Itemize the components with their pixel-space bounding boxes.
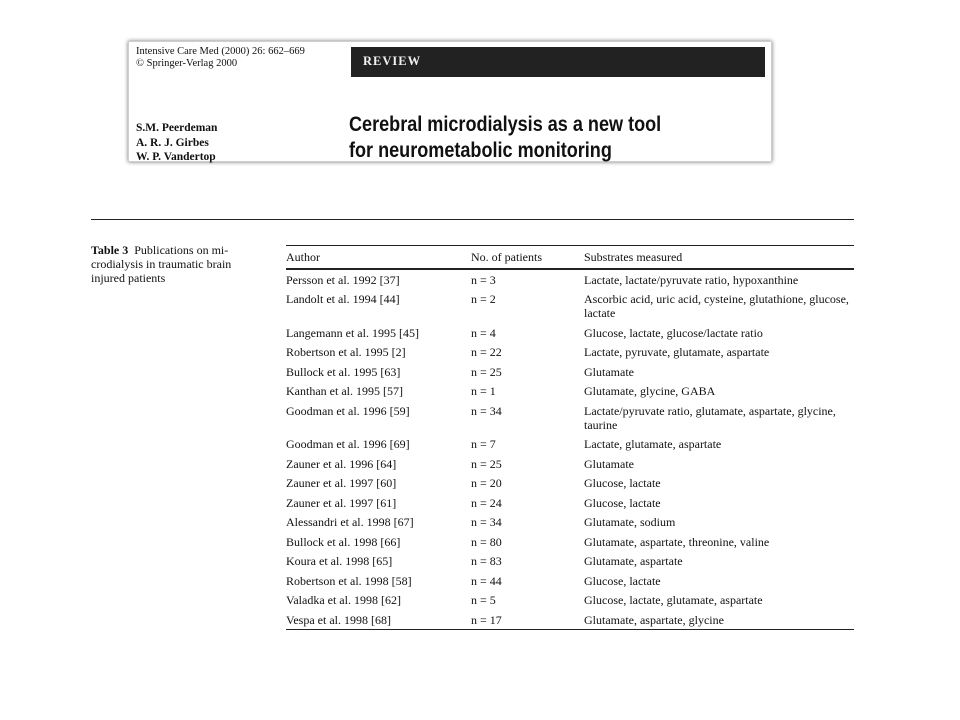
cell-patients: n = 34 — [471, 515, 502, 529]
journal-citation: Intensive Care Med (2000) 26: 662–669 — [136, 46, 305, 57]
cell-substrates: Glutamate — [584, 364, 634, 379]
table-header-row — [286, 246, 854, 268]
cell-patients: n = 25 — [471, 456, 502, 471]
cell-author: Zauner et al. 1997 [60] — [286, 476, 397, 490]
cell-substrates: Lactate/pyruvate ratio, glutamate, aspartate, glycine, taurine — [584, 403, 836, 432]
cell-patients: n = 80 — [471, 534, 502, 549]
section-banner — [351, 47, 765, 77]
table-bottom-rule — [286, 629, 854, 630]
cell-patients: n = 7 — [471, 437, 496, 451]
table-row — [286, 610, 854, 630]
cell-substrates: Glutamate, aspartate — [584, 554, 683, 568]
cell-author: Goodman et al. 1996 [69] — [286, 437, 410, 451]
author-name: W. P. Vandertop — [136, 151, 216, 163]
column-header-author: Author — [286, 250, 320, 264]
table-row — [286, 434, 854, 454]
cell-substrates: Lactate, glutamate, aspartate — [584, 437, 722, 451]
cell-patients: n = 1 — [471, 384, 496, 398]
article-header — [128, 41, 772, 162]
cell-author: Goodman et al. 1996 [59] — [286, 403, 410, 418]
table-row — [286, 532, 854, 552]
cell-patients: n = 24 — [471, 495, 502, 510]
cell-substrates: Glutamate — [584, 456, 634, 471]
cell-author: Zauner et al. 1996 [64] — [286, 456, 397, 471]
cell-patients: n = 3 — [471, 272, 496, 287]
cell-substrates: Glucose, lactate — [584, 573, 661, 588]
table-row — [286, 454, 854, 474]
cell-patients: n = 2 — [471, 292, 496, 306]
cell-author: Landolt et al. 1994 [44] — [286, 292, 400, 306]
table-row — [286, 473, 854, 493]
cell-author: Koura et al. 1998 [65] — [286, 554, 393, 568]
table-row — [286, 590, 854, 610]
table-row — [286, 362, 854, 382]
table-caption-text: Publications on mi-crodialysis in traumatic brain injured patients — [91, 243, 232, 285]
table-row — [286, 381, 854, 401]
author-name: A. R. J. Girbes — [136, 136, 209, 149]
cell-substrates: Glucose, lactate — [584, 476, 661, 490]
author-name: S.M. Peerdeman — [136, 122, 218, 134]
cell-patients: n = 17 — [471, 612, 502, 627]
cell-substrates: Glutamate, aspartate, threonine, valine — [584, 534, 770, 549]
cell-patients: n = 20 — [471, 476, 502, 490]
cell-substrates: Glutamate, sodium — [584, 515, 676, 529]
table-row — [286, 401, 854, 435]
cell-substrates: Glucose, lactate, glutamate, aspartate — [584, 593, 763, 607]
cell-author: Bullock et al. 1998 [66] — [286, 534, 401, 549]
title-line: for neurometabolic monitoring — [349, 139, 612, 162]
cell-substrates: Glucose, lactate — [584, 495, 661, 510]
publications-table — [286, 245, 854, 630]
cell-author: Langemann et al. 1995 [45] — [286, 325, 419, 340]
table-row — [286, 493, 854, 513]
title-line: Cerebral microdialysis as a new tool — [349, 113, 662, 136]
copyright-line: © Springer-Verlag 2000 — [136, 58, 238, 69]
cell-patients: n = 83 — [471, 554, 502, 568]
cell-author: Robertson et al. 1995 [2] — [286, 345, 406, 359]
cell-author: Robertson et al. 1998 [58] — [286, 573, 412, 588]
section-label: REVIEW — [363, 54, 422, 68]
cell-substrates: Glutamate, glycine, GABA — [584, 384, 716, 398]
column-header-patients: No. of patients — [471, 250, 542, 264]
cell-author: Bullock et al. 1995 [63] — [286, 364, 401, 379]
table-caption-label: Table 3 — [91, 243, 129, 257]
cell-author: Kanthan et al. 1995 [57] — [286, 384, 403, 398]
cell-patients: n = 25 — [471, 364, 502, 379]
author-list — [136, 121, 217, 165]
table-row — [286, 323, 854, 343]
table-row — [286, 270, 854, 290]
cell-author: Persson et al. 1992 [37] — [286, 272, 400, 287]
cell-patients: n = 44 — [471, 573, 502, 588]
cell-substrates: Lactate, lactate/pyruvate ratio, hypoxanthine — [584, 272, 799, 287]
paper-title — [349, 112, 661, 164]
column-header-substrates: Substrates measured — [584, 250, 683, 264]
table-row — [286, 342, 854, 362]
table-row — [286, 571, 854, 591]
cell-author: Vespa et al. 1998 [68] — [286, 612, 391, 627]
table-caption — [91, 243, 266, 285]
cell-patients: n = 4 — [471, 325, 496, 340]
cell-author: Zauner et al. 1997 [61] — [286, 495, 397, 510]
table-row — [286, 289, 854, 323]
cell-patients: n = 34 — [471, 403, 502, 418]
table-row — [286, 551, 854, 571]
cell-patients: n = 5 — [471, 593, 496, 607]
cell-patients: n = 22 — [471, 345, 502, 359]
cell-substrates: Ascorbic acid, uric acid, cysteine, glutathione, glucose, lactate — [584, 292, 849, 320]
section-divider — [91, 219, 854, 220]
cell-author: Alessandri et al. 1998 [67] — [286, 515, 414, 529]
table-row — [286, 512, 854, 532]
cell-substrates: Lactate, pyruvate, glutamate, aspartate — [584, 345, 770, 359]
cell-substrates: Glucose, lactate, glucose/lactate ratio — [584, 325, 763, 340]
cell-substrates: Glutamate, aspartate, glycine — [584, 612, 724, 627]
cell-author: Valadka et al. 1998 [62] — [286, 593, 401, 607]
